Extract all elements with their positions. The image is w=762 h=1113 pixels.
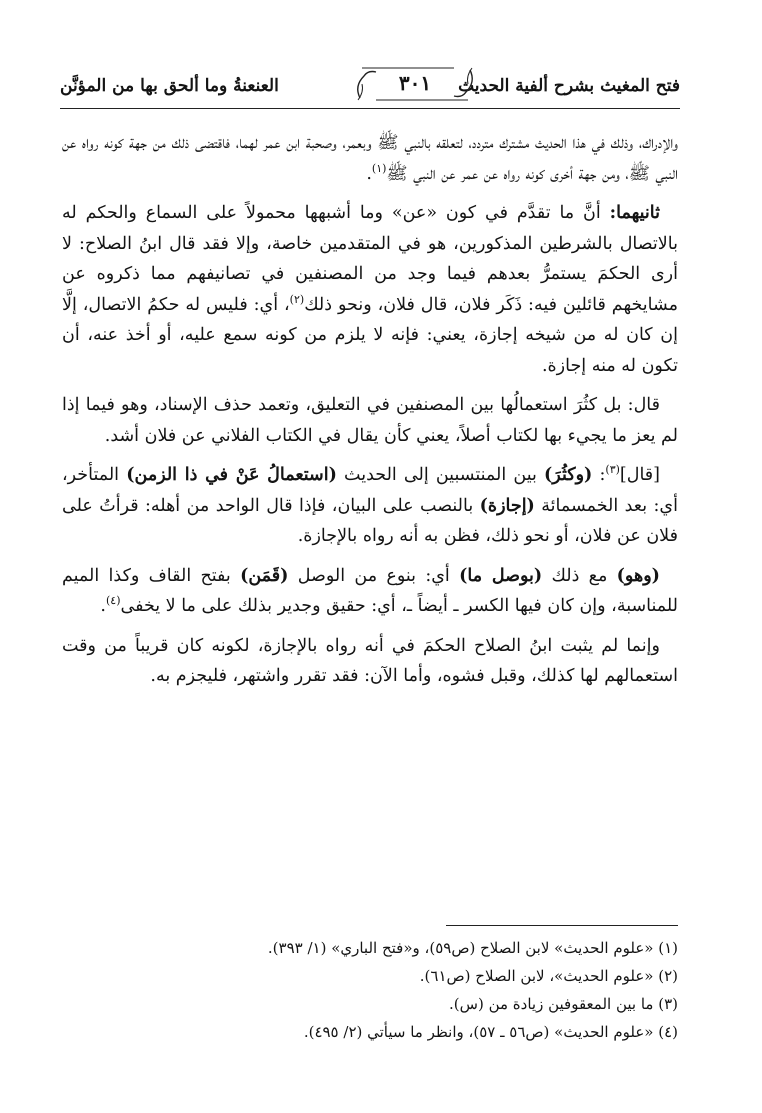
main-text [62, 128, 678, 701]
paragraph-2 [62, 198, 678, 381]
page-number-frame [350, 66, 480, 102]
footnote-ref-2[interactable]: (٢) [289, 292, 305, 306]
wa-huwa-term: (وهو) [616, 565, 660, 586]
paragraph-2-text: أنَّ ما تقدَّم في كون «عن» وما أشبهها محمولاً على السماع والحكم له بالاتصال بالشرطين المذكورين، هو في المتقدمين خاصة، وإلا فقد قال ابنُ الصلاح: لا أرى الحكمَ يستمرُّ بعدهم فيما وجد من المصنفين في تصانيفهم مما ذكروه عن مشايخهم قائلين فيه: ذَكَر فلان، قال فلان، ونحو ذلك [62, 203, 678, 315]
qala-colon: : [599, 465, 606, 485]
ijaza-term: (إجازة) [479, 495, 535, 516]
header-rule [60, 108, 680, 109]
paragraph-4-text-b: المتأخر، أي: بعد الخمسمائة [62, 465, 678, 516]
paragraph-6 [62, 631, 678, 692]
paragraph-1-text: والإدراك، وذلك في هذا الحديث مشترك متردد، لتعلقه بالنبي ﷺ وبعمر، وصحبة ابن عمر لهما، فاقتضى ذلك من جهة كونه رواه عن النبي ﷺ، ومن جهة أخرى كونه رواه عن عمر عن النبي ﷺ [62, 133, 678, 184]
paragraph-3-text: قال: بل كثُرَ استعمالُها بين المصنفين في التعليق، وتعمد حذف الإسناد، وهو فيما إذا لم يعز ما يجيء بها لكتاب أصلاً، يعني كأن يقال في الكتاب الفلاني عن فلان أشد. [62, 395, 678, 446]
paragraph-3 [62, 390, 678, 451]
paragraph-1-end: . [366, 163, 372, 184]
footnotes [62, 934, 678, 1046]
page-number: ٣٠١ [398, 71, 432, 95]
qala-bracket: [قال] [619, 465, 660, 485]
paragraph-4 [62, 460, 678, 552]
istimal-term: (استعمالُ عَنْ في ذا الزمن) [126, 465, 337, 485]
paragraph-1 [62, 128, 678, 189]
page-header [60, 71, 680, 102]
paragraph-6-text: وإنما لم يثبت ابنُ الصلاح الحكمَ في أنه رواه بالإجازة، لكونه كان قريباً من وقت استعمالهم لها كذلك، وقبل فشوه، وأما الآن: فقد تقرر واشتهر، فليجزم به. [62, 635, 678, 686]
footnote-2: (٢) «علوم الحديث»، لابن الصلاح (ص٦١). [419, 967, 678, 985]
footnote-ref-1[interactable]: (١) [371, 161, 387, 175]
paragraph-5-end: . [100, 596, 106, 616]
chapter-title: العنعنةُ وما ألحق بها من المؤنَّن [60, 76, 279, 96]
paragraph-5 [62, 561, 678, 622]
qamin-term: (قَمَن) [240, 565, 289, 586]
paragraph-2-cont: ، أي: فليس له حكمُ الاتصال، إلَّا إن كان له من شيخه إجازة، يعني: فإنه لا يلزم من كونه سمع عليه، أو أخذ عنه، أن تكون له منه إجازة. [62, 294, 678, 376]
thanihima-term: ثانيهما: [609, 203, 660, 223]
bi-wasl-term: (بوصل ما) [459, 565, 543, 586]
book-title: فتح المغيث بشرح ألفية الحديث [458, 76, 680, 96]
paragraph-4-text-c: بالنصب على البيان، فإذا قال الواحد من أهله: قرأتُ على فلان عن فلان، أو نحو ذلك، فظن به أنه رواه بالإجازة. [62, 495, 678, 546]
paragraph-4-text-a: بين المنتسبين إلى الحديث [344, 465, 537, 485]
paragraph-5-text-a: مع ذلك [551, 565, 608, 586]
paragraph-5-text-b: أي: بنوع من الوصل [297, 565, 450, 586]
wa-kathur-term: (وكثُرَ) [544, 465, 593, 485]
footnote-1: (١) «علوم الحديث» لابن الصلاح (ص٥٩)، و«فتح الباري» (١/ ٣٩٣). [267, 939, 678, 957]
footnote-ref-3[interactable]: (٣) [605, 463, 620, 477]
footnote-3: (٣) ما بين المعقوفين زيادة من (س). [449, 995, 678, 1013]
footnote-4: (٤) «علوم الحديث» (ص٥٦ ـ ٥٧)، وانظر ما سيأتي (٢/ ٤٩٥). [303, 1023, 678, 1041]
paragraph-5-text-c: بفتح القاف وكذا الميم للمناسبة، وإن كان فيها الكسر ـ أيضاً ـ، أي: حقيق وجدير بذلك على ما لا يخفى [62, 565, 678, 616]
footnote-separator [446, 925, 678, 926]
footnote-ref-4[interactable]: (٤) [105, 594, 121, 608]
